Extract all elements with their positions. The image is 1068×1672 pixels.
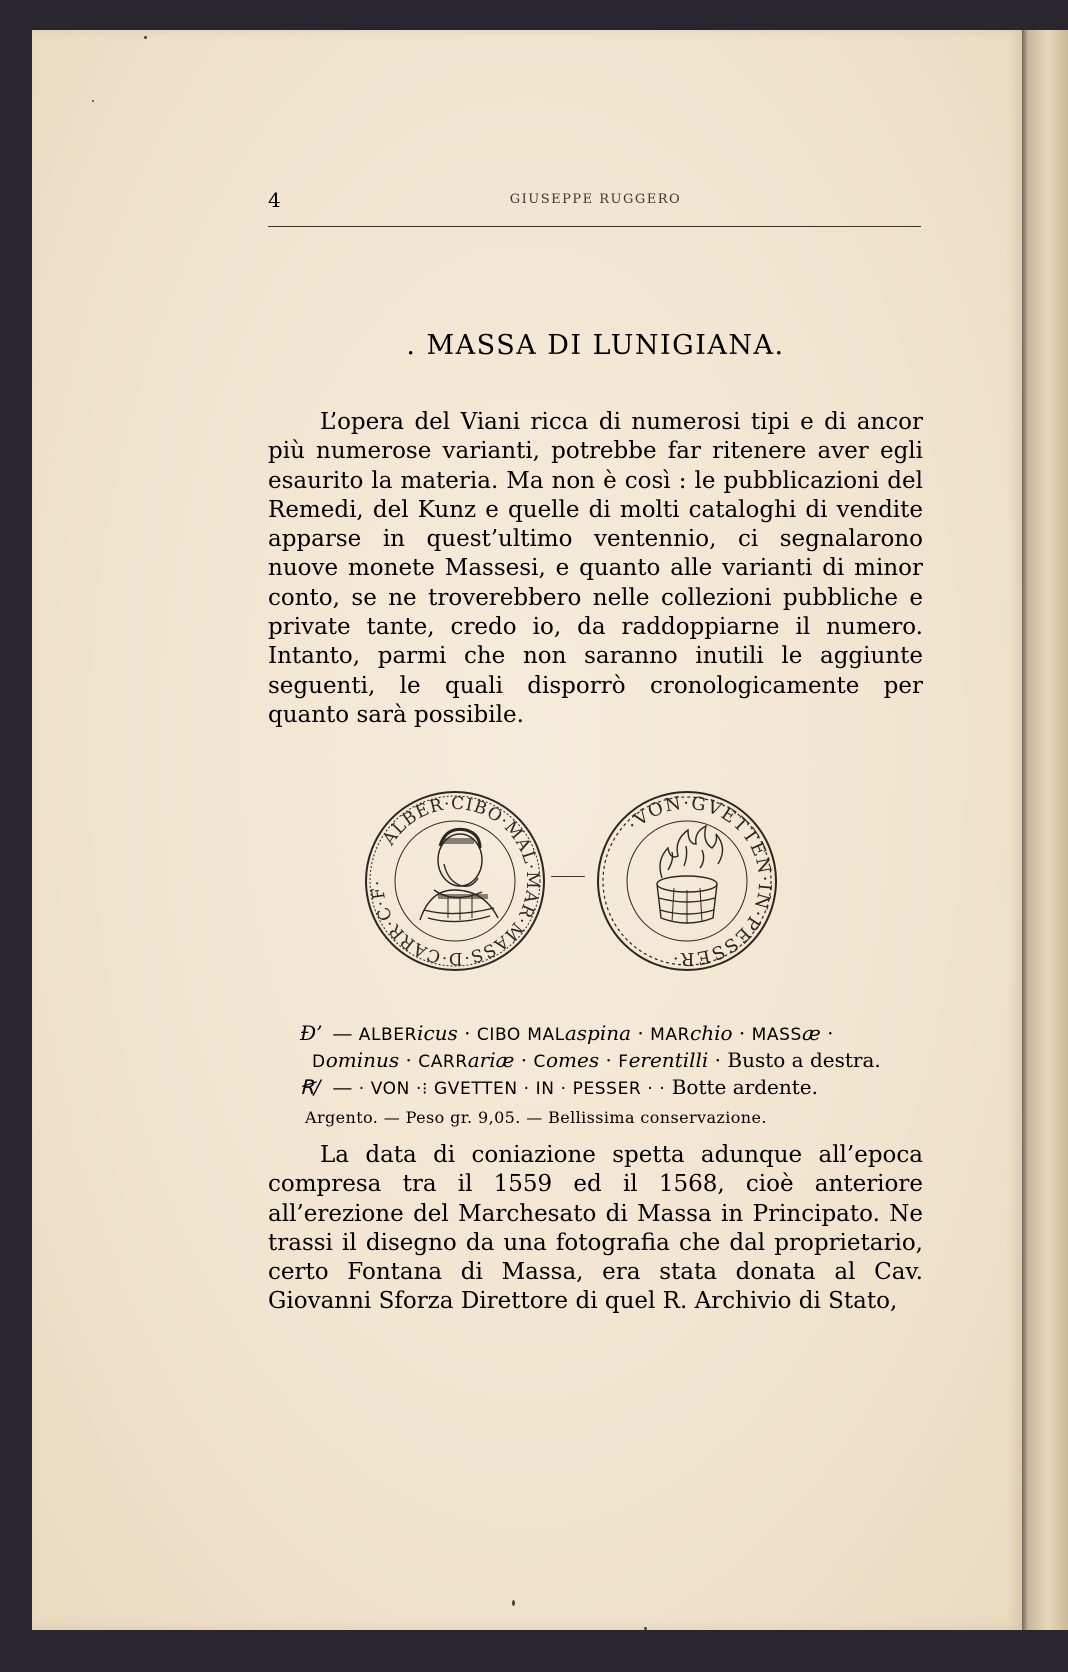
coin-obverse-illustration <box>364 790 546 972</box>
header-rule <box>268 226 921 227</box>
obverse-inscription: ALBER·CIBO·MAL·MAR·MASS·D·CARR·C·F· <box>367 793 543 969</box>
running-title: GIUSEPPE RUGGERO <box>509 192 682 207</box>
coin-separator <box>551 876 585 877</box>
section-title: . MASSA DI LUNIGIANA. <box>406 330 785 361</box>
obverse-description: Ɖ’ — ALBERicus · CIBO MALaspina · MARchio · MASSæ · <box>300 1021 834 1045</box>
flaming-barrel-icon <box>657 826 723 924</box>
reverse-inscription: ·VON·GVETTEN·IN·PESSER· <box>623 792 776 970</box>
page-number: 4 <box>268 188 282 212</box>
paragraph-dating: La data di coniazione spetta adunque all’epoca compresa tra il 1559 ed il 1568, cioè anteriore all’erezione del Marchesato di Massa in Principato. Ne trassi il disegno da una fotografia che dal proprietario, certo Fontana di Massa, era stata donata al Cav. Giovanni Sforza Direttore di quel R. Archivio di Stato, <box>268 1142 923 1315</box>
paragraph-intro: L’opera del Viani ricca di numerosi tipi e di ancor più numerose varianti, potrebbe far ritenere aver egli esaurito la materia. Ma non è così : le pubblicazioni del Remedi, del Kunz e quelle di molti cataloghi di vendite apparse in quest’ultimo ventennio, ci segnalarono nuove monete Massesi, e quanto alle varianti di minor conto, se ne troverebbero nelle collezioni pubbliche e private tante, credo io, da raddoppiarne il numero. Intanto, parmi che non saranno inutili le aggiunte seguenti, le quali disporrò cronologicamente per quanto sarà possibile. <box>268 409 923 728</box>
coin-reverse-illustration <box>596 790 778 972</box>
svg-text:ALBER·CIBO·MAL·MAR·MASS·D·CARR <box>368 794 542 968</box>
obverse-symbol: Ɖ’ <box>300 1021 323 1045</box>
obverse-description-cont: Dominus · CARRariæ · Comes · Ferentilli · Busto a destra. <box>312 1048 881 1072</box>
reverse-symbol: Ꞧ/ <box>300 1075 321 1099</box>
running-head <box>268 186 923 216</box>
page-edge <box>1018 30 1068 1630</box>
coin-specs: Argento. — Peso gr. 9,05. — Bellissima conservazione. <box>305 1108 767 1127</box>
reverse-description: Ꞧ/ — · VON ·⁝ GVETTEN · IN · PESSER · · Botte ardente. <box>300 1075 818 1099</box>
